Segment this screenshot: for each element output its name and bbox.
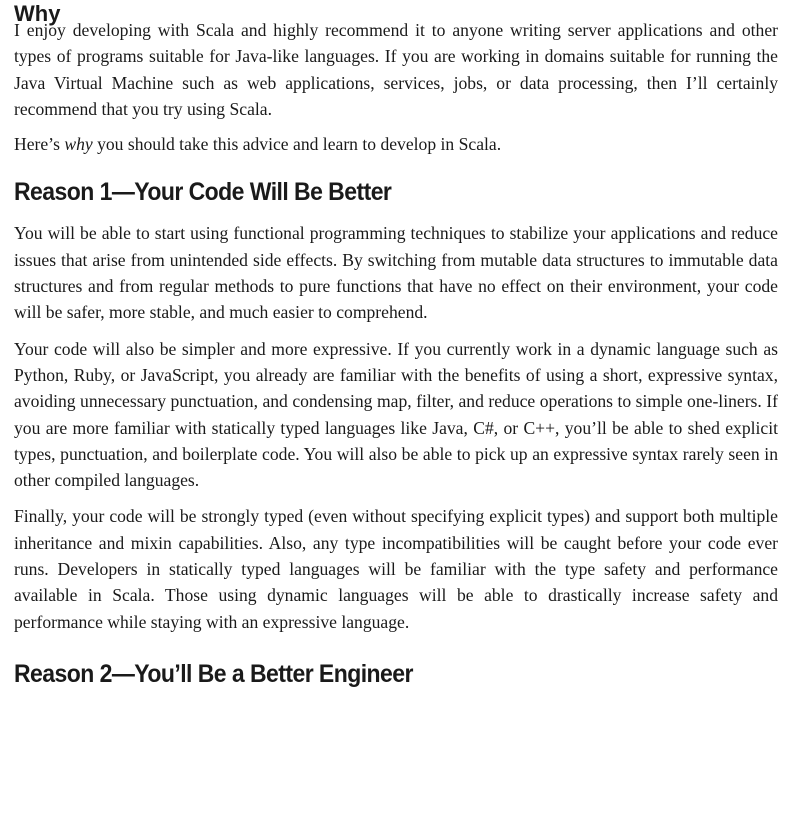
- cut-off-heading-fragment: [14, 1, 74, 26]
- reason-1-paragraph-1: You will be able to start using functional programming techniques to stabilize your applications and reduce issues that arise from unintended side effects. By switching from mutable data structures to immutable data structures and from regular methods to pure functions that have no effect on their environment, your code will be safer, more stable, and much easier to comprehend.: [14, 223, 778, 323]
- intro-paragraph-2: [14, 131, 778, 157]
- reason-1-heading: Reason 1—Your Code Will Be Better: [14, 178, 392, 207]
- reason-2-heading: Reason 2—You’ll Be a Better Engineer: [14, 659, 413, 688]
- intro-paragraph-2-start: Here’s: [14, 134, 65, 155]
- document-page: [0, 1, 800, 817]
- reason-1-paragraph-3: Finally, your code will be strongly typed (even without specifying explicit types) and support both multiple inheritance and mixin capabilities. Also, any type incompatibilities will be caught before your code ever runs. Developers in statically typed languages will be familiar with the type safety and performance available in Scala. Those using dynamic languages will be able to drastically increase safety and performance while staying with an expressive language.: [14, 506, 778, 632]
- intro-paragraph-1: I enjoy developing with Scala and highly recommend it to anyone writing server applications and other types of programs suitable for Java-like languages. If you are working in domains suitable for running the Java Virtual Machine such as web applications, services, jobs, or data processing, then I’ll certainly recommend that you try using Scala.: [14, 20, 778, 119]
- reason-1-paragraph-2: Your code will also be simpler and more expressive. If you currently work in a dynamic language such as Python, Ruby, or JavaScript, you already are familiar with the benefits of using a short, expressive syntax, avoiding unnecessary punctuation, and condensing map, filter, and reduce operations to simple one-liners. If you are more familiar with statically typed languages like Java, C#, or C++, you’ll be able to shed explicit types, punctuation, and boilerplate code. You will also be able to pick up an expressive syntax rarely seen in other compiled languages.: [14, 338, 778, 491]
- intro-paragraph-2-end: you should take this advice and learn to develop in Scala.: [92, 134, 502, 155]
- cut-off-heading-glyphs: Why: [14, 1, 61, 26]
- intro-paragraph-2-emphasis: why: [64, 134, 93, 155]
